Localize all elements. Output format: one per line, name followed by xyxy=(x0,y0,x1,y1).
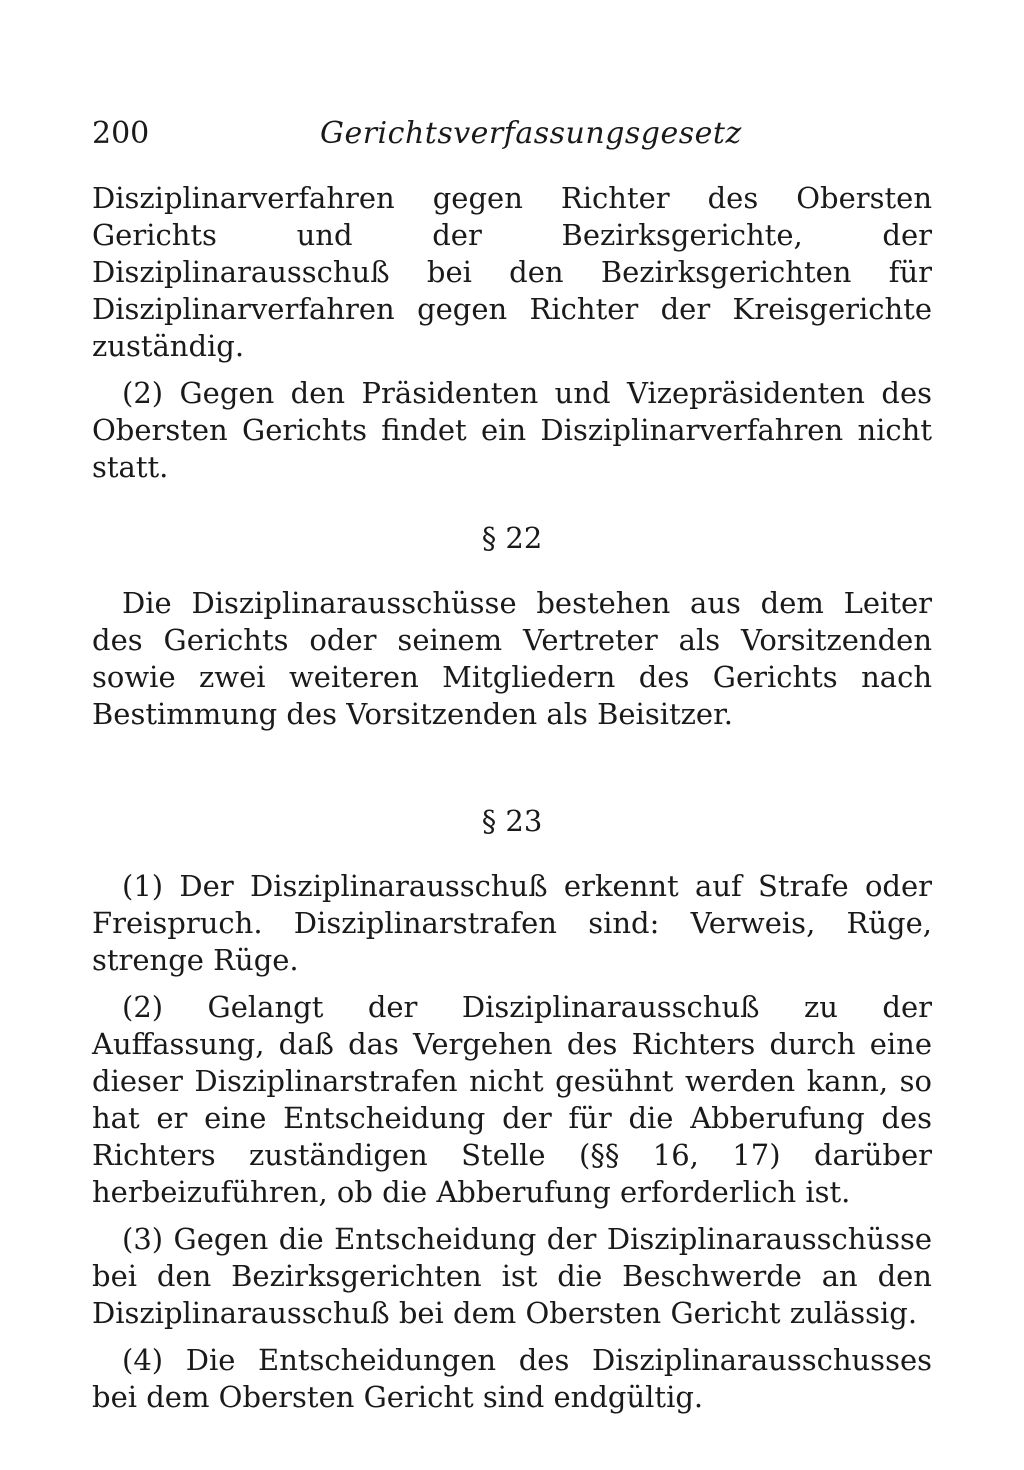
paragraph-continuation: Disziplinarverfahren gegen Richter des Obersten Gerichts und der Bezirksgerichte, der Disziplinarausschuß bei den Bezirksgerichten für Disziplinarverfahren gegen Richter der Kreisgerichte zuständig. xyxy=(92,181,932,363)
section-heading-22: § 22 xyxy=(481,521,543,555)
paragraph-23-2: (2) Gelangt der Disziplinarausschuß zu der Auffassung, daß das Vergehen des Richters durch eine dieser Disziplinarstrafen nicht gesühnt werden kann, so hat er eine Entscheidung der für die Abberufung des Richters zuständigen Stelle (§§ 16, 17) darüber herbeizuführen, ob die Abberufung erforderlich ist. xyxy=(92,990,932,1209)
body-text xyxy=(92,180,932,1416)
paragraph-21-2: (2) Gegen den Präsidenten und Vizepräsidenten des Obersten Gerichts findet ein Disziplinarverfahren nicht statt. xyxy=(92,376,932,484)
paragraph-22: Die Disziplinarausschüsse bestehen aus dem Leiter des Gerichts oder seinem Vertreter als Vorsitzenden sowie zwei weiteren Mitgliedern des Gerichts nach Bestimmung des Vorsitzenden als Beisitzer. xyxy=(92,586,932,731)
running-title: Gerichtsverfassungsgesetz xyxy=(320,116,742,151)
paragraph-23-3: (3) Gegen die Entscheidung der Disziplinarausschüsse bei den Bezirksgerichten ist die Beschwerde an den Disziplinarausschuß bei dem Obersten Gericht zulässig. xyxy=(92,1222,932,1330)
page-number: 200 xyxy=(92,116,150,151)
section-heading-23: § 23 xyxy=(481,804,543,838)
paragraph-23-1: (1) Der Disziplinarausschuß erkennt auf Strafe oder Freispruch. Disziplinarstrafen sind: Verweis, Rüge, strenge Rüge. xyxy=(92,869,932,977)
paragraph-23-4: (4) Die Entscheidungen des Disziplinarausschusses bei dem Obersten Gericht sind endgültig. xyxy=(92,1343,932,1414)
page-header xyxy=(92,112,932,156)
